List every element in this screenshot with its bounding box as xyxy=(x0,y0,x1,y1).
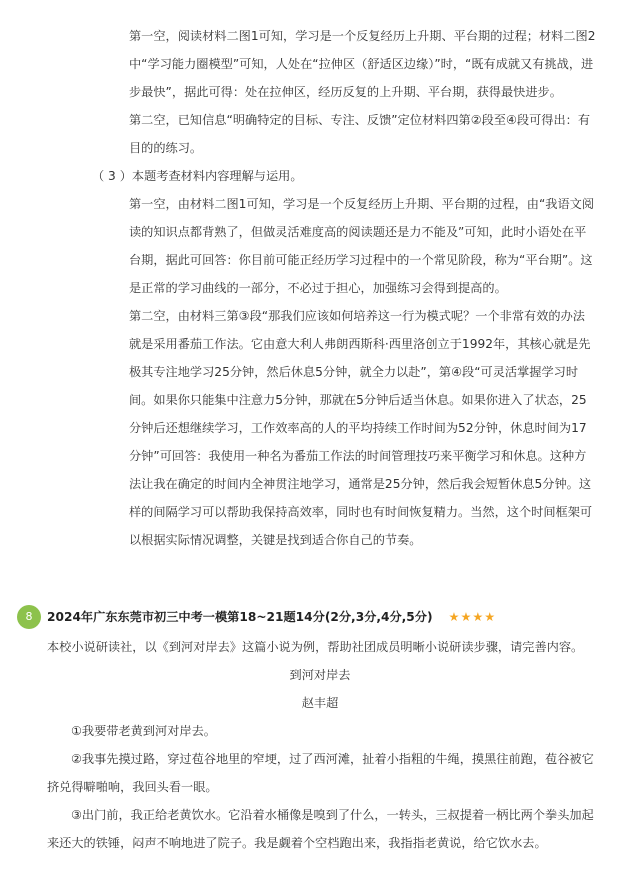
question-number-badge: 8 xyxy=(17,605,41,629)
answer-line: 分钟”可回答：我使用一种名为番茄工作法的时间管理技巧来平衡学习和休息。这种方 xyxy=(129,449,587,463)
answer-line: 中“学习能力圈模型”可知，人处在“拉伸区（舒适区边缘）”时，“既有成就又有挑战，进 xyxy=(129,57,594,71)
answer-line: 目的的练习。 xyxy=(129,141,203,155)
answer-line: 第一空，阅读材料二图1可知，学习是一个反复经历上升期、平台期的过程；材料二图2 xyxy=(129,29,596,43)
story-title: 到河对岸去 xyxy=(289,668,351,682)
story-paragraph-cont: 来还大的铁锤，闷声不响地进了院子。我是觑着个空档跑出来，我指指老黄说，给它饮水去。 xyxy=(47,836,547,850)
answer-line: 第二空，已知信息“明确特定的目标、专注、反馈”定位材料四第②段至④段可得出：有 xyxy=(129,113,591,127)
answer-line: 分钟后还想继续学习，工作效率高的人的平均持续工作时间为52分钟，休息时间为17 xyxy=(129,421,587,435)
answer-line: 步最快”，据此可得：处在拉伸区，经历反复的上升期、平台期，获得最快进步。 xyxy=(129,85,562,99)
story-paragraph-cont: 挤兑得噼啪响，我回头看一眼。 xyxy=(47,780,218,794)
answer-line: 极其专注地学习25分钟，然后休息5分钟，就全力以赴”，第④段“可灵活掌握学习时 xyxy=(129,365,579,379)
answer-line: 以根据实际情况调整，关键是找到适合你自己的节奏。 xyxy=(129,533,422,547)
story-paragraph: ②我事先摸过路，穿过苞谷地里的窄埂，过了西河滩，扯着小指粗的牛绳，摸黑往前跑，苞谷被它 xyxy=(71,752,594,766)
answer-line: 读的知识点都背熟了，但做灵活难度高的阅读题还是力不能及”可知，此时小语处在平 xyxy=(129,225,587,239)
question-header xyxy=(47,605,496,629)
story-author: 赵丰超 xyxy=(301,696,339,710)
question-title: 2024年广东东莞市初三中考一模第18~21题14分(2分,3分,4分,5分) xyxy=(47,610,433,624)
sub-question-heading: （ 3 ）本题考查材料内容理解与运用。 xyxy=(92,169,303,183)
story-paragraph: ①我要带老黄到河对岸去。 xyxy=(71,724,216,738)
answer-line: 是正常的学习曲线的一部分，不必过于担心，加强练习会得到提高的。 xyxy=(129,281,507,295)
answer-line: 第一空，由材料二图1可知，学习是一个反复经历上升期、平台期的过程，由“我语文阅 xyxy=(129,197,595,211)
answer-line: 就是采用番茄工作法。它由意大利人弗朗西斯科·西里洛创立于1992年，其核心就是先 xyxy=(129,337,591,351)
question-intro: 本校小说研读社，以《到河对岸去》这篇小说为例，帮助社团成员明晰小说研读步骤，请完善内容。 xyxy=(47,640,584,654)
answer-line: 法让我在确定的时间内全神贯注地学习，通常是25分钟，然后我会短暂休息5分钟。这 xyxy=(129,477,592,491)
answer-line: 样的间隔学习可以帮助我保持高效率，同时也有时间恢复精力。当然，这个时间框架可 xyxy=(129,505,593,519)
answer-line: 第二空，由材料三第③段“那我们应该如何培养这一行为模式呢？一个非常有效的办法 xyxy=(129,309,585,323)
story-paragraph: ③出门前，我正给老黄饮水。它沿着水桶像是嗅到了什么，一转头，三叔提着一柄比两个拳头加起 xyxy=(71,808,594,822)
answer-line: 台期，据此可回答：你目前可能正经历学习过程中的一个常见阶段，称为“平台期”。这 xyxy=(129,253,593,267)
answer-line: 间。如果你只能集中注意力5分钟，那就在5分钟后适当休息。如果你进入了状态，25 xyxy=(129,393,587,407)
difficulty-stars-icon: ★★★★ xyxy=(448,610,497,624)
